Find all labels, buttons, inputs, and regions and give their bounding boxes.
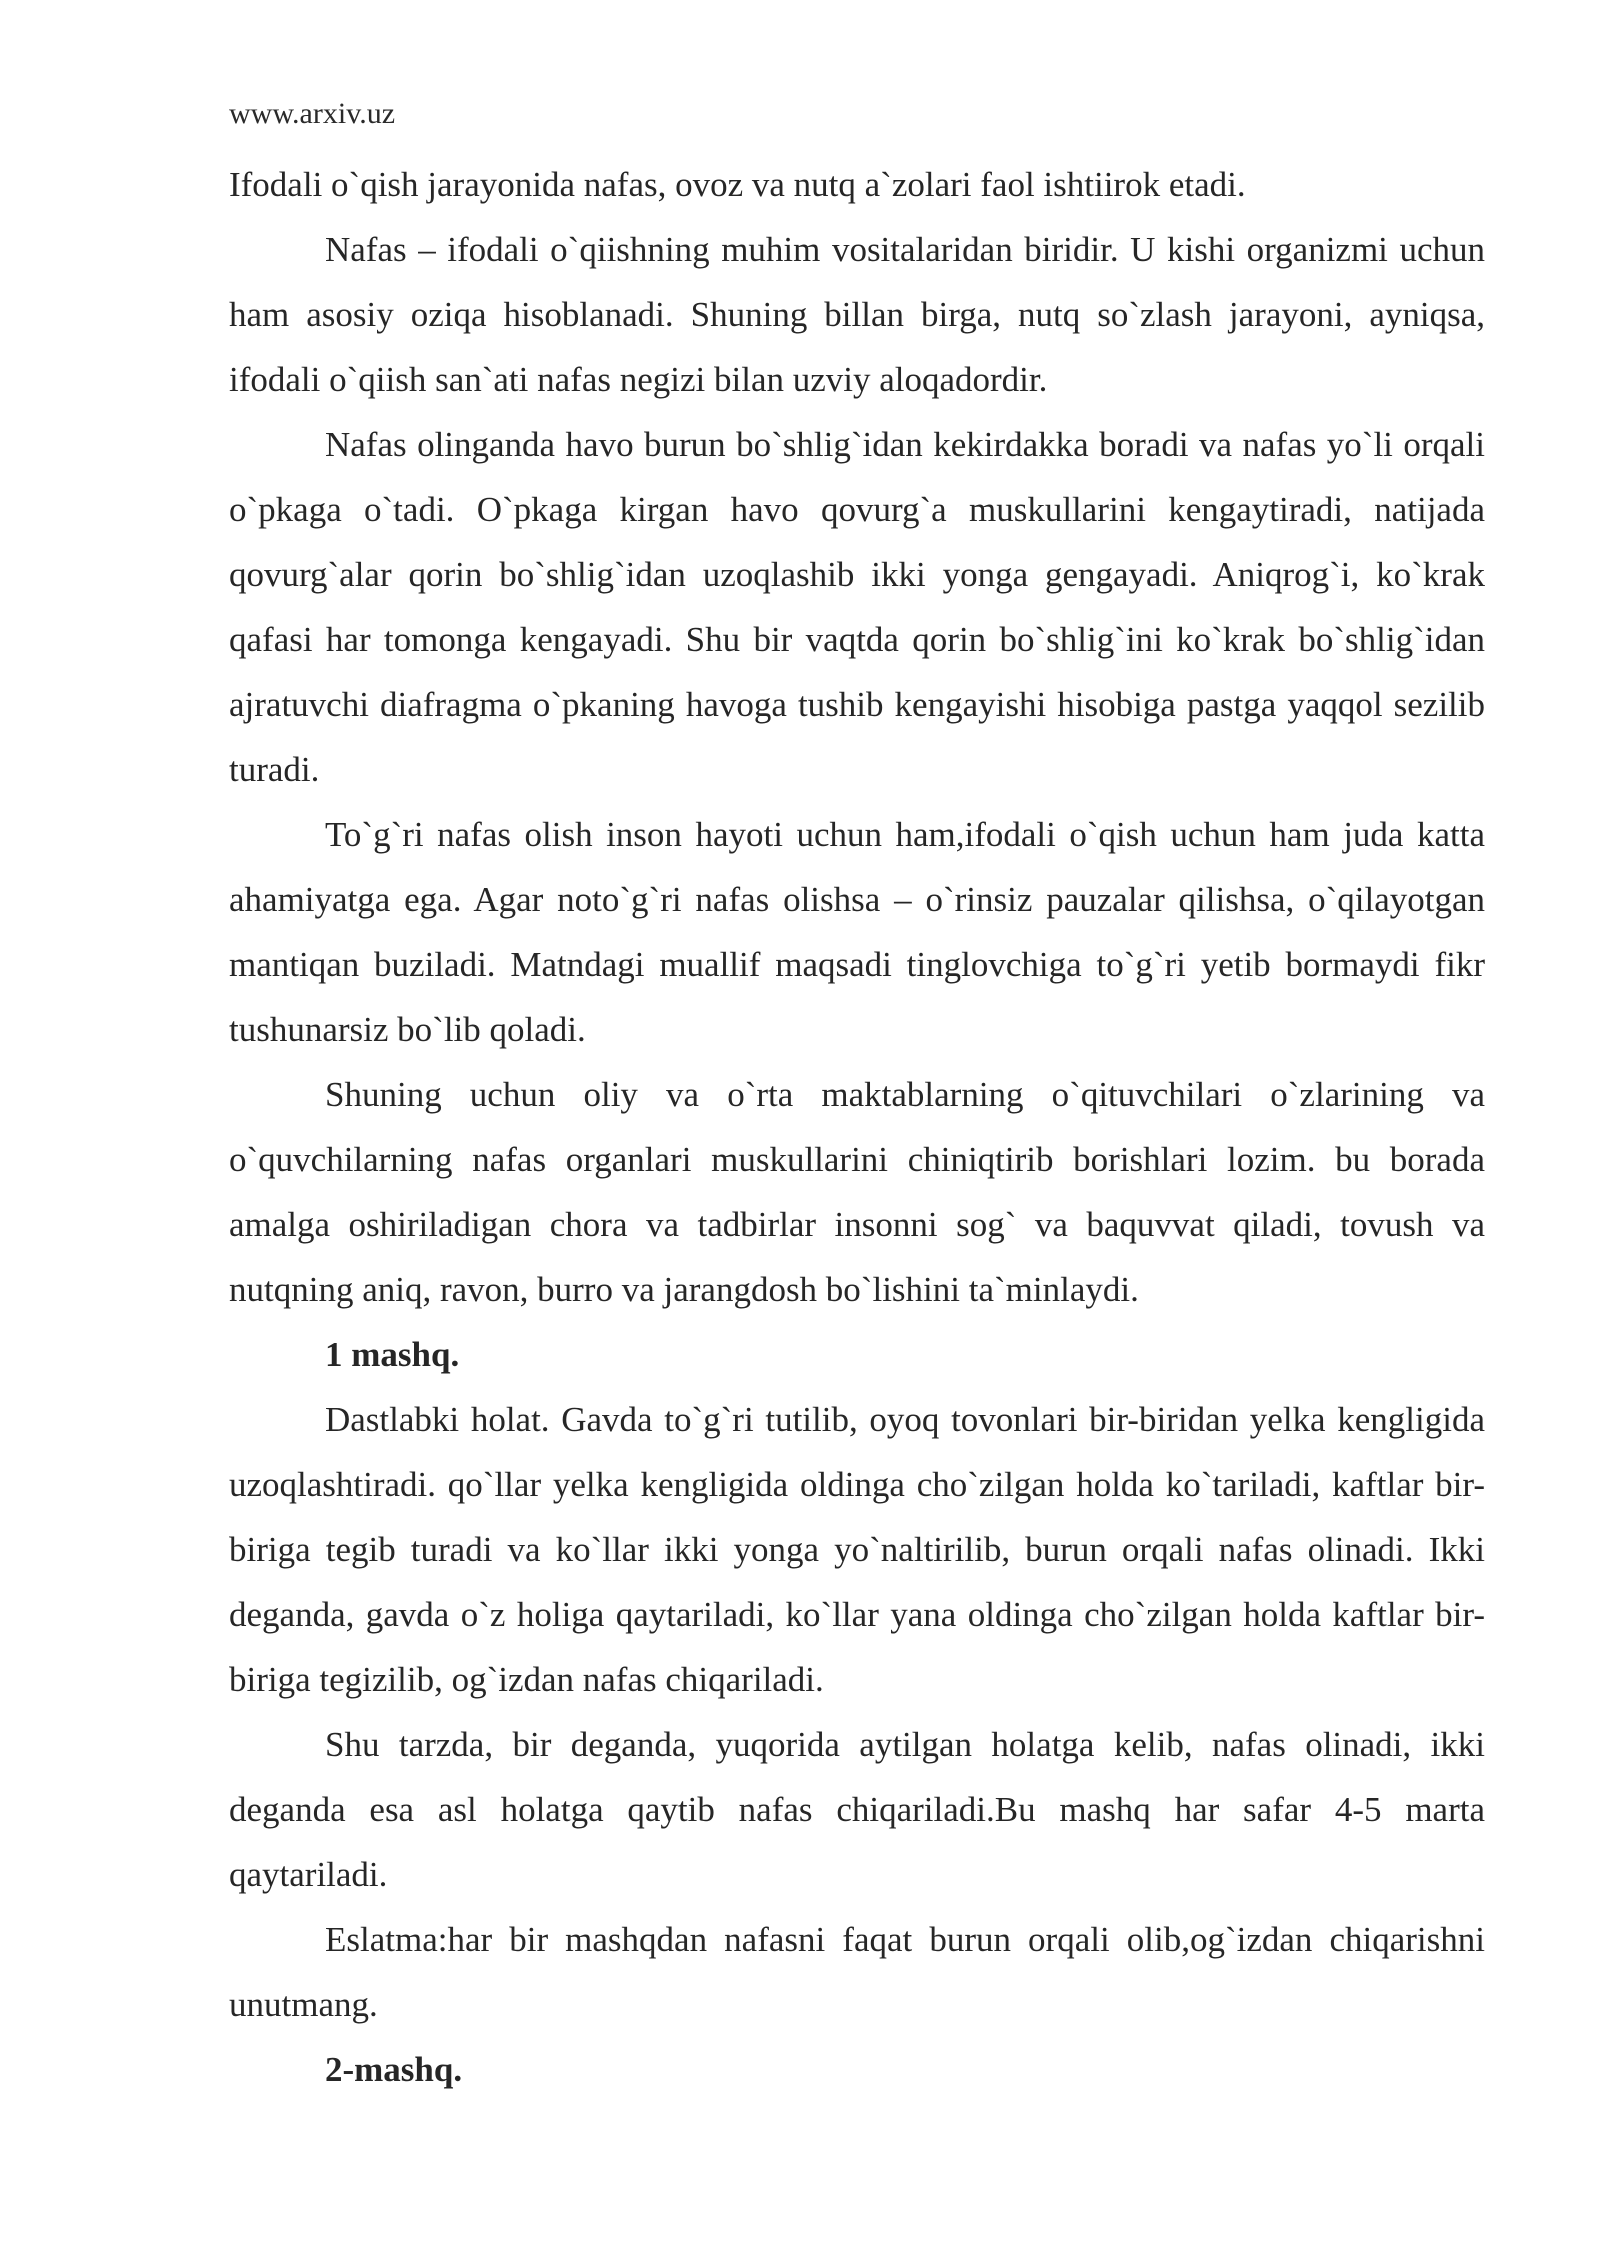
exercise-1-heading: 1 mashq. — [325, 1335, 460, 1374]
paragraph-breath-process: Nafas olinganda havo burun bo`shlig`idan kekirdakka boradi va nafas yo`li orqali o`pkaga o`tadi. O`pkaga kirgan havo qovurg`a muskullarini kengaytiradi, natijada qovurg`alar qorin bo`shlig`idan uzoqlashib ikki yonga gengayadi. Aniqrog`i, ko`krak qafasi har tomonga kengayadi. Shu bir vaqtda qorin bo`shlig`ini ko`krak bo`shlig`idan ajratuvchi diafragma o`pkaning havoga tushib kengayishi hisobiga pastga yaqqol sezilib turadi. — [229, 425, 1485, 789]
paragraph-correct-breathing: To`g`ri nafas olish inson hayoti uchun ham,ifodali o`qish uchun ham juda katta ahamiyatga ega. Agar noto`g`ri nafas olishsa – o`rinsiz pauzalar qilishsa, o`qilayotgan mantiqan buziladi. Matndagi muallif maqsadi tinglovchiga to`g`ri yetib bormaydi fikr tushunarsiz bo`lib qoladi. — [229, 815, 1485, 1049]
exercise-2-heading: 2-mashq. — [325, 2050, 463, 2089]
header-url: www.arxiv.uz — [229, 97, 396, 130]
paragraph-exercise-1-repeat: Shu tarzda, bir deganda, yuqorida aytilgan holatga kelib, nafas olinadi, ikki deganda esa asl holatga qaytib nafas chiqariladi.Bu mashq har safar 4-5 marta qaytariladi. — [229, 1725, 1485, 1894]
paragraph-breath-importance: Nafas – ifodali o`qiishning muhim vositalaridan biridir. U kishi organizmi uchun ham asosiy oziqa hisoblanadi. Shuning billan birga, nutq so`zlash jarayoni, ayniqsa, ifodali o`qiish san`ati nafas negizi bilan uzviy aloqadordir. — [229, 230, 1485, 399]
paragraph-exercise-1-start: Dastlabki holat. Gavda to`g`ri tutilib, oyoq tovonlari bir-biridan yelka kengligida uzoqlashtiradi. qo`llar yelka kengligida oldinga cho`zilgan holda ko`tariladi, kaftlar bir-biriga tegib turadi va ko`llar ikki yonga yo`naltirilib, burun orqali nafas olinadi. Ikki deganda, gavda o`z holiga qaytariladi, ko`llar yana oldinga cho`zilgan holda kaftlar bir-biriga tegizilib, og`izdan nafas chiqariladi. — [229, 1400, 1485, 1699]
paragraph-note: Eslatma:har bir mashqdan nafasni faqat burun orqali olib,og`izdan chiqarishni unutmang. — [229, 1920, 1485, 2024]
document-page — [229, 96, 1485, 2102]
paragraph-teachers: Shuning uchun oliy va o`rta maktablarning o`qituvchilari o`zlarining va o`quvchilarning nafas organlari muskullarini chiniqtirib borishlari lozim. bu borada amalga oshiriladigan chora va tadbirlar insonni sog` va baquvvat qiladi, tovush va nutqning aniq, ravon, burro va jarangdosh bo`lishini ta`minlaydi. — [229, 1075, 1485, 1309]
paragraph-intro: Ifodali o`qish jarayonida nafas, ovoz va nutq a`zolari faol ishtiirok etadi. — [229, 165, 1246, 204]
